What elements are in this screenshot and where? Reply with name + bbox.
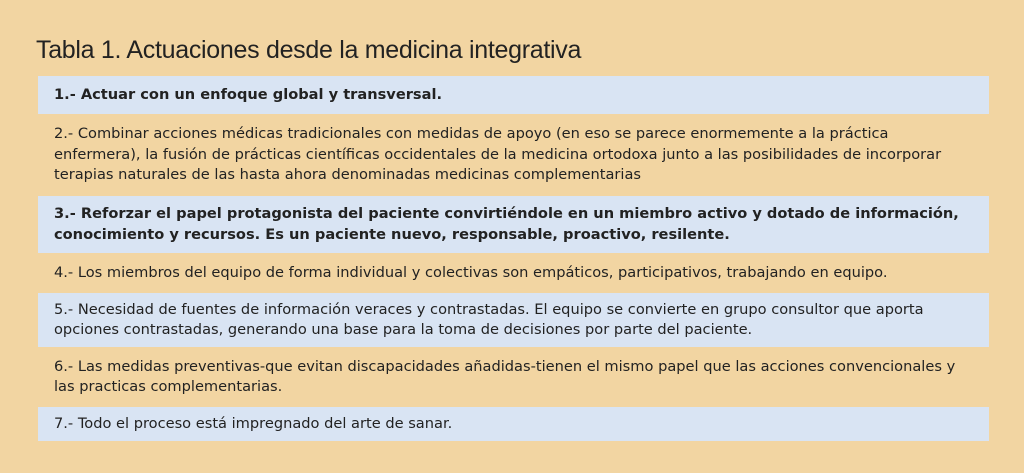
row-text: 4.- Los miembros del equipo de forma individual y colectivas son empáticos, participativos, trabajando en equipo.	[54, 263, 888, 281]
row-text: 7.- Todo el proceso está impregnado del arte de sanar.	[54, 414, 453, 432]
table-row-4	[38, 255, 989, 293]
table-title: Tabla 1. Actuaciones desde la medicina integrativa	[36, 36, 582, 64]
table-row-2	[38, 116, 989, 196]
table-row-3	[38, 196, 989, 255]
row-text: 3.- Reforzar el papel protagonista del paciente convirtiéndole en un miembro activo y dotado de información, conocimiento y recursos. Es un paciente nuevo, responsable, proactivo, resilente.	[54, 205, 959, 243]
row-text: 2.- Combinar acciones médicas tradicionales con medidas de apoyo (en eso se parece enormemente a la práctica enfermera), la fusión de prácticas científicas occidentales de la medicina ortodoxa junto a las posibilidades de incorporar terapias naturales de las hasta ahora denominadas medicinas complementarias	[54, 125, 942, 184]
table-row-1	[38, 76, 989, 116]
table-row-7	[38, 407, 989, 443]
table-row-5	[38, 293, 989, 349]
row-text: 5.- Necesidad de fuentes de información veraces y contrastadas. El equipo se convierte en grupo consultor que aporta opciones contrastadas, generando una base para la toma de decisiones por parte del paciente.	[54, 300, 924, 338]
row-text: 6.- Las medidas preventivas-que evitan discapacidades añadidas-tienen el mismo papel que las acciones convencionales y las practicas complementarias.	[54, 357, 956, 395]
row-text: 1.- Actuar con un enfoque global y transversal.	[54, 85, 442, 103]
table-row-6	[38, 349, 989, 407]
actions-table	[38, 76, 989, 443]
